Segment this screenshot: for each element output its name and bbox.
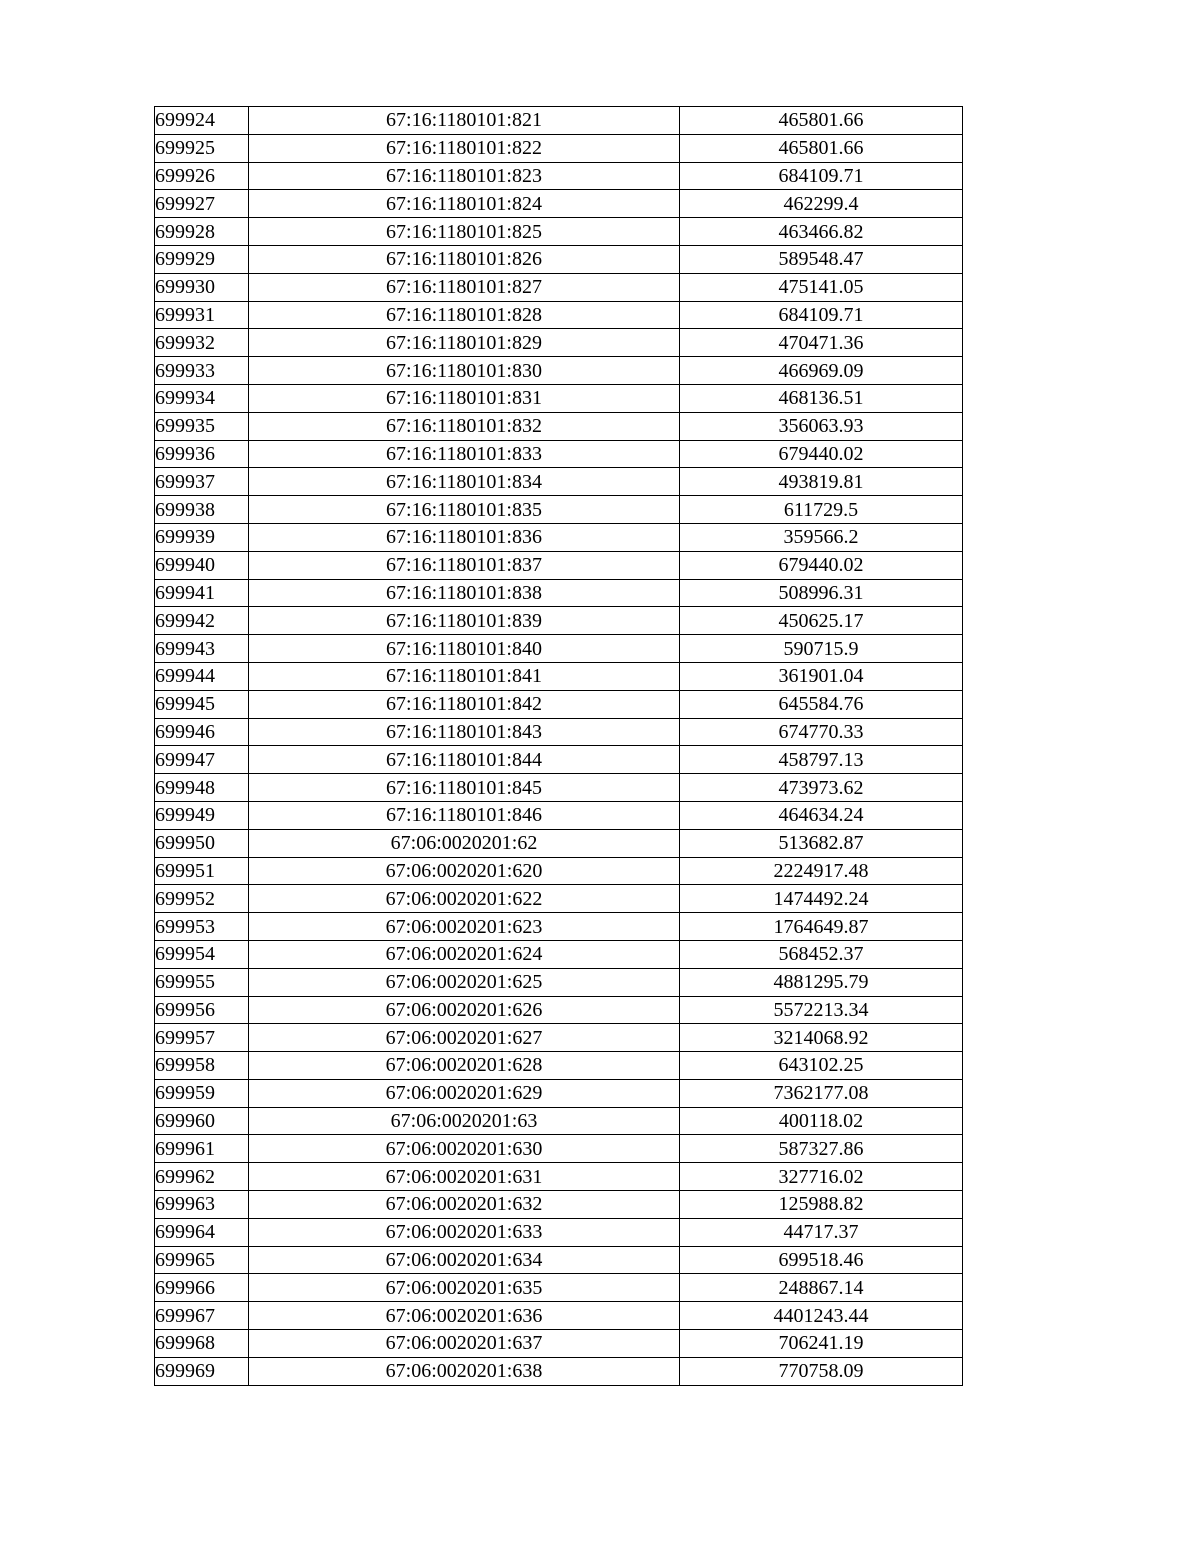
table-row — [155, 1246, 963, 1274]
cadastral-number-cell: 67:16:1180101:844 — [249, 746, 680, 774]
value-cell: 361901.04 — [680, 662, 963, 690]
cadastral-number-cell: 67:06:0020201:626 — [249, 996, 680, 1024]
cadastral-number-cell: 67:16:1180101:835 — [249, 496, 680, 524]
table-row — [155, 607, 963, 635]
value-cell: 327716.02 — [680, 1163, 963, 1191]
value-cell: 462299.4 — [680, 190, 963, 218]
cadastral-number-cell: 67:16:1180101:821 — [249, 107, 680, 135]
row-id-cell: 699958 — [155, 1052, 249, 1080]
row-id-cell: 699928 — [155, 218, 249, 246]
cadastral-number-cell: 67:16:1180101:845 — [249, 774, 680, 802]
cadastral-number-cell: 67:16:1180101:841 — [249, 662, 680, 690]
row-id-cell: 699949 — [155, 801, 249, 829]
table-row — [155, 1052, 963, 1080]
value-cell: 1764649.87 — [680, 913, 963, 941]
value-cell: 706241.19 — [680, 1330, 963, 1358]
table-row — [155, 190, 963, 218]
cadastral-number-cell: 67:06:0020201:627 — [249, 1024, 680, 1052]
row-id-cell: 699963 — [155, 1191, 249, 1219]
table-row — [155, 551, 963, 579]
cadastral-number-cell: 67:06:0020201:630 — [249, 1135, 680, 1163]
row-id-cell: 699939 — [155, 523, 249, 551]
value-cell: 589548.47 — [680, 245, 963, 273]
row-id-cell: 699935 — [155, 412, 249, 440]
row-id-cell: 699936 — [155, 440, 249, 468]
value-cell: 356063.93 — [680, 412, 963, 440]
value-cell: 3214068.92 — [680, 1024, 963, 1052]
value-cell: 568452.37 — [680, 940, 963, 968]
table-row — [155, 273, 963, 301]
value-cell: 470471.36 — [680, 329, 963, 357]
row-id-cell: 699942 — [155, 607, 249, 635]
table-row — [155, 662, 963, 690]
cadastral-number-cell: 67:06:0020201:62 — [249, 829, 680, 857]
row-id-cell: 699952 — [155, 885, 249, 913]
row-id-cell: 699924 — [155, 107, 249, 135]
table-row — [155, 746, 963, 774]
value-cell: 4401243.44 — [680, 1302, 963, 1330]
value-cell: 770758.09 — [680, 1357, 963, 1385]
row-id-cell: 699950 — [155, 829, 249, 857]
cadastral-number-cell: 67:06:0020201:634 — [249, 1246, 680, 1274]
table-row — [155, 1191, 963, 1219]
row-id-cell: 699946 — [155, 718, 249, 746]
value-cell: 458797.13 — [680, 746, 963, 774]
row-id-cell: 699940 — [155, 551, 249, 579]
table-row — [155, 913, 963, 941]
row-id-cell: 699931 — [155, 301, 249, 329]
value-cell: 44717.37 — [680, 1218, 963, 1246]
table-row — [155, 1357, 963, 1385]
cadastral-number-cell: 67:16:1180101:825 — [249, 218, 680, 246]
cadastral-number-cell: 67:16:1180101:834 — [249, 468, 680, 496]
row-id-cell: 699945 — [155, 690, 249, 718]
row-id-cell: 699969 — [155, 1357, 249, 1385]
table-row — [155, 718, 963, 746]
table-row — [155, 1330, 963, 1358]
cadastral-number-cell: 67:06:0020201:631 — [249, 1163, 680, 1191]
value-cell: 611729.5 — [680, 496, 963, 524]
table-body — [155, 107, 963, 1386]
value-cell: 359566.2 — [680, 523, 963, 551]
value-cell: 468136.51 — [680, 384, 963, 412]
row-id-cell: 699953 — [155, 913, 249, 941]
table-row — [155, 245, 963, 273]
table-row — [155, 1163, 963, 1191]
cadastral-number-cell: 67:16:1180101:839 — [249, 607, 680, 635]
cadastral-number-cell: 67:16:1180101:822 — [249, 134, 680, 162]
row-id-cell: 699929 — [155, 245, 249, 273]
value-cell: 684109.71 — [680, 162, 963, 190]
cadastral-number-cell: 67:06:0020201:638 — [249, 1357, 680, 1385]
cadastral-number-cell: 67:06:0020201:633 — [249, 1218, 680, 1246]
value-cell: 400118.02 — [680, 1107, 963, 1135]
table-row — [155, 384, 963, 412]
cadastral-number-cell: 67:06:0020201:636 — [249, 1302, 680, 1330]
table-row — [155, 107, 963, 135]
value-cell: 125988.82 — [680, 1191, 963, 1219]
table-row — [155, 440, 963, 468]
table-row — [155, 1302, 963, 1330]
value-cell: 587327.86 — [680, 1135, 963, 1163]
value-cell: 590715.9 — [680, 635, 963, 663]
value-cell: 679440.02 — [680, 440, 963, 468]
value-cell: 643102.25 — [680, 1052, 963, 1080]
row-id-cell: 699959 — [155, 1079, 249, 1107]
table-row — [155, 829, 963, 857]
table-row — [155, 523, 963, 551]
value-cell: 464634.24 — [680, 801, 963, 829]
row-id-cell: 699957 — [155, 1024, 249, 1052]
value-cell: 465801.66 — [680, 134, 963, 162]
cadastral-number-cell: 67:06:0020201:625 — [249, 968, 680, 996]
cadastral-number-cell: 67:06:0020201:622 — [249, 885, 680, 913]
row-id-cell: 699956 — [155, 996, 249, 1024]
row-id-cell: 699947 — [155, 746, 249, 774]
row-id-cell: 699926 — [155, 162, 249, 190]
cadastral-number-cell: 67:16:1180101:829 — [249, 329, 680, 357]
row-id-cell: 699954 — [155, 940, 249, 968]
row-id-cell: 699925 — [155, 134, 249, 162]
cadastral-number-cell: 67:06:0020201:623 — [249, 913, 680, 941]
document-table-container — [154, 106, 963, 1386]
table-row — [155, 357, 963, 385]
table-row — [155, 1218, 963, 1246]
cadastral-number-cell: 67:06:0020201:624 — [249, 940, 680, 968]
table-row — [155, 885, 963, 913]
cadastral-number-cell: 67:06:0020201:637 — [249, 1330, 680, 1358]
value-cell: 679440.02 — [680, 551, 963, 579]
row-id-cell: 699961 — [155, 1135, 249, 1163]
row-id-cell: 699960 — [155, 1107, 249, 1135]
cadastral-number-cell: 67:16:1180101:838 — [249, 579, 680, 607]
row-id-cell: 699938 — [155, 496, 249, 524]
cadastral-number-cell: 67:16:1180101:833 — [249, 440, 680, 468]
table-row — [155, 134, 963, 162]
table-row — [155, 329, 963, 357]
table-row — [155, 857, 963, 885]
value-cell: 645584.76 — [680, 690, 963, 718]
row-id-cell: 699943 — [155, 635, 249, 663]
cadastral-number-cell: 67:16:1180101:828 — [249, 301, 680, 329]
cadastral-number-cell: 67:16:1180101:843 — [249, 718, 680, 746]
cadastral-number-cell: 67:16:1180101:824 — [249, 190, 680, 218]
cadastral-number-cell: 67:16:1180101:846 — [249, 801, 680, 829]
row-id-cell: 699962 — [155, 1163, 249, 1191]
cadastral-number-cell: 67:06:0020201:63 — [249, 1107, 680, 1135]
value-cell: 1474492.24 — [680, 885, 963, 913]
table-row — [155, 468, 963, 496]
value-cell: 475141.05 — [680, 273, 963, 301]
value-cell: 463466.82 — [680, 218, 963, 246]
value-cell: 4881295.79 — [680, 968, 963, 996]
cadastral-number-cell: 67:16:1180101:823 — [249, 162, 680, 190]
row-id-cell: 699932 — [155, 329, 249, 357]
table-row — [155, 801, 963, 829]
value-cell: 513682.87 — [680, 829, 963, 857]
row-id-cell: 699944 — [155, 662, 249, 690]
table-row — [155, 1079, 963, 1107]
row-id-cell: 699941 — [155, 579, 249, 607]
row-id-cell: 699965 — [155, 1246, 249, 1274]
cadastral-number-cell: 67:16:1180101:842 — [249, 690, 680, 718]
cadastral-number-cell: 67:16:1180101:831 — [249, 384, 680, 412]
value-cell: 465801.66 — [680, 107, 963, 135]
table-row — [155, 218, 963, 246]
table-row — [155, 162, 963, 190]
table-row — [155, 579, 963, 607]
value-cell: 5572213.34 — [680, 996, 963, 1024]
table-row — [155, 635, 963, 663]
cadastral-number-cell: 67:06:0020201:632 — [249, 1191, 680, 1219]
value-cell: 450625.17 — [680, 607, 963, 635]
table-row — [155, 412, 963, 440]
table-row — [155, 774, 963, 802]
row-id-cell: 699948 — [155, 774, 249, 802]
row-id-cell: 699966 — [155, 1274, 249, 1302]
value-cell: 493819.81 — [680, 468, 963, 496]
row-id-cell: 699934 — [155, 384, 249, 412]
cadastral-number-cell: 67:06:0020201:628 — [249, 1052, 680, 1080]
table-row — [155, 301, 963, 329]
table-row — [155, 1135, 963, 1163]
row-id-cell: 699937 — [155, 468, 249, 496]
value-cell: 7362177.08 — [680, 1079, 963, 1107]
table-row — [155, 1274, 963, 1302]
cadastral-number-cell: 67:16:1180101:837 — [249, 551, 680, 579]
row-id-cell: 699927 — [155, 190, 249, 218]
row-id-cell: 699955 — [155, 968, 249, 996]
value-cell: 2224917.48 — [680, 857, 963, 885]
cadastral-number-cell: 67:16:1180101:832 — [249, 412, 680, 440]
cadastral-number-cell: 67:06:0020201:635 — [249, 1274, 680, 1302]
row-id-cell: 699964 — [155, 1218, 249, 1246]
table-row — [155, 690, 963, 718]
table-row — [155, 940, 963, 968]
cadastral-number-cell: 67:16:1180101:826 — [249, 245, 680, 273]
row-id-cell: 699951 — [155, 857, 249, 885]
cadastral-number-cell: 67:16:1180101:830 — [249, 357, 680, 385]
table-row — [155, 496, 963, 524]
value-cell: 248867.14 — [680, 1274, 963, 1302]
cadastral-number-cell: 67:06:0020201:629 — [249, 1079, 680, 1107]
value-cell: 699518.46 — [680, 1246, 963, 1274]
row-id-cell: 699930 — [155, 273, 249, 301]
value-cell: 684109.71 — [680, 301, 963, 329]
row-id-cell: 699968 — [155, 1330, 249, 1358]
row-id-cell: 699933 — [155, 357, 249, 385]
cadastral-number-cell: 67:16:1180101:827 — [249, 273, 680, 301]
table-row — [155, 996, 963, 1024]
table-row — [155, 1107, 963, 1135]
cadastral-number-cell: 67:16:1180101:836 — [249, 523, 680, 551]
cadastral-value-table — [154, 106, 963, 1386]
value-cell: 473973.62 — [680, 774, 963, 802]
cadastral-number-cell: 67:16:1180101:840 — [249, 635, 680, 663]
value-cell: 466969.09 — [680, 357, 963, 385]
table-row — [155, 1024, 963, 1052]
value-cell: 508996.31 — [680, 579, 963, 607]
value-cell: 674770.33 — [680, 718, 963, 746]
table-row — [155, 968, 963, 996]
row-id-cell: 699967 — [155, 1302, 249, 1330]
cadastral-number-cell: 67:06:0020201:620 — [249, 857, 680, 885]
